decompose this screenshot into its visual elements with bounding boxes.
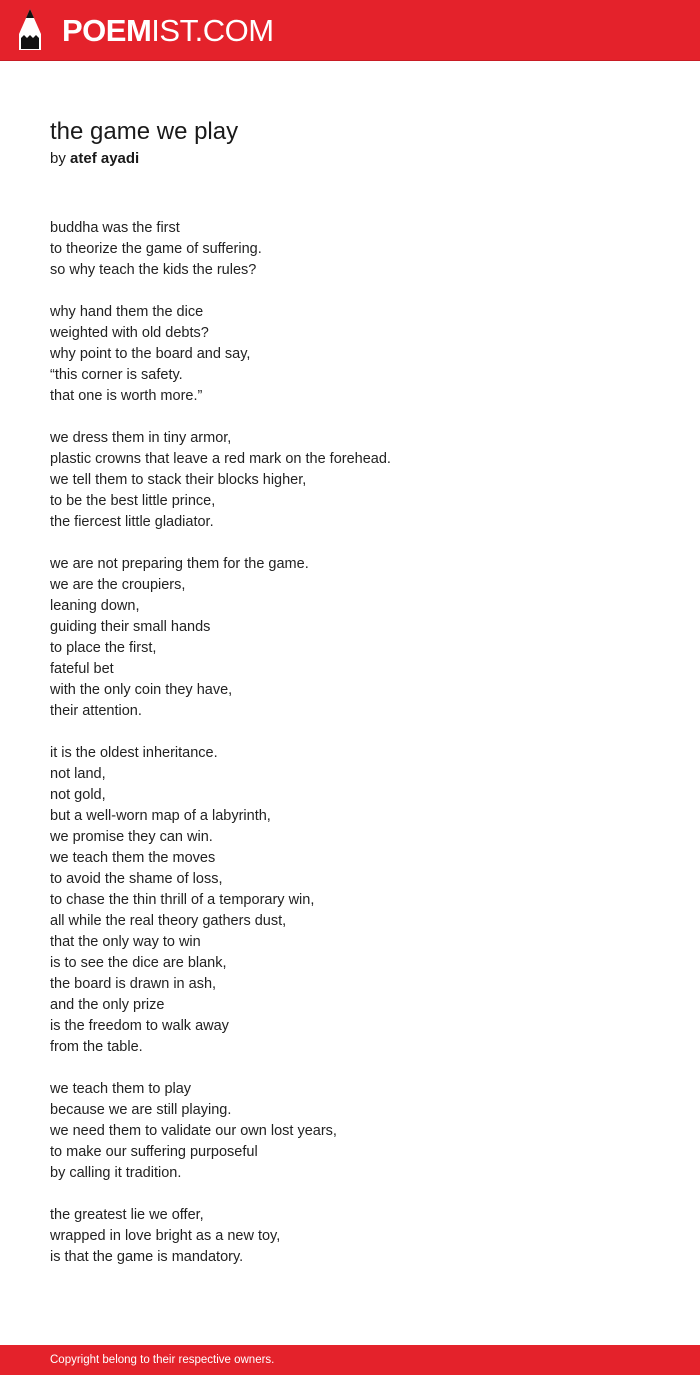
- brand-bold: POEM: [62, 13, 152, 48]
- poem-line: buddha was the first: [50, 220, 180, 236]
- poem-line: because we are still playing.: [50, 1102, 232, 1118]
- stanza-break: [50, 1058, 650, 1079]
- poem-line: we are not preparing them for the game.: [50, 556, 309, 572]
- poem-line: fateful bet: [50, 661, 114, 677]
- poem-line: to place the first,: [50, 640, 157, 656]
- poem-title: the game we play: [50, 118, 239, 145]
- poem-line: by calling it tradition.: [50, 1165, 182, 1181]
- poem-body: [50, 218, 650, 1268]
- poem-line: and the only prize: [50, 997, 165, 1013]
- poem-byline: [50, 149, 139, 169]
- poem-line: that the only way to win: [50, 934, 201, 950]
- poem-line: to chase the thin thrill of a temporary win,: [50, 892, 315, 908]
- poem-line: their attention.: [50, 703, 142, 719]
- by-label: by: [50, 150, 66, 167]
- stanza-break: [50, 1184, 650, 1205]
- poem-line: wrapped in love bright as a new toy,: [50, 1228, 281, 1244]
- poem-line: but a well-worn map of a labyrinth,: [50, 808, 271, 824]
- poem-line: weighted with old debts?: [50, 325, 209, 341]
- poem-line: to make our suffering purposeful: [50, 1144, 258, 1160]
- poem-line: so why teach the kids the rules?: [50, 262, 257, 278]
- poem-line: the board is drawn in ash,: [50, 976, 217, 992]
- poem-line: not land,: [50, 766, 106, 782]
- brand-thin: IST.COM: [151, 13, 274, 48]
- site-footer: [0, 1345, 700, 1375]
- stanza-break: [50, 533, 650, 554]
- poem-line: from the table.: [50, 1039, 143, 1055]
- poem-line: we dress them in tiny armor,: [50, 430, 232, 446]
- poem-line: not gold,: [50, 787, 106, 803]
- copyright-text: Copyright belong to their respective owners.: [50, 1354, 275, 1366]
- stanza-break: [50, 281, 650, 302]
- poem-line: to be the best little prince,: [50, 493, 216, 509]
- poem-line: why hand them the dice: [50, 304, 204, 320]
- site-header: [0, 0, 700, 61]
- poem-line: we teach them to play: [50, 1081, 192, 1097]
- pencil-tip-icon[interactable]: [17, 8, 43, 52]
- poem-line: guiding their small hands: [50, 619, 211, 635]
- poem-line: is the freedom to walk away: [50, 1018, 229, 1034]
- poem-line: we are the croupiers,: [50, 577, 186, 593]
- poem-line: with the only coin they have,: [50, 682, 233, 698]
- poem-line: to avoid the shame of loss,: [50, 871, 223, 887]
- poem-line: why point to the board and say,: [50, 346, 251, 362]
- poem-line: we teach them the moves: [50, 850, 216, 866]
- site-logo-text[interactable]: [62, 11, 274, 51]
- poem-line: “this corner is safety.: [50, 367, 183, 383]
- poem-line: we need them to validate our own lost years,: [50, 1123, 337, 1139]
- poem-line: that one is worth more.”: [50, 388, 203, 404]
- poem-line: we tell them to stack their blocks higher,: [50, 472, 307, 488]
- poem-line: to theorize the game of suffering.: [50, 241, 262, 257]
- poem-line: all while the real theory gathers dust,: [50, 913, 287, 929]
- poem-line: the greatest lie we offer,: [50, 1207, 204, 1223]
- poem-line: the fiercest little gladiator.: [50, 514, 214, 530]
- poem-line: we promise they can win.: [50, 829, 213, 845]
- poem-line: plastic crowns that leave a red mark on the forehead.: [50, 451, 391, 467]
- stanza-break: [50, 407, 650, 428]
- poem-line: is to see the dice are blank,: [50, 955, 227, 971]
- poem-line: leaning down,: [50, 598, 140, 614]
- poem-author: atef ayadi: [70, 150, 140, 167]
- poem-line: it is the oldest inheritance.: [50, 745, 218, 761]
- stanza-break: [50, 722, 650, 743]
- poem-line: is that the game is mandatory.: [50, 1249, 244, 1265]
